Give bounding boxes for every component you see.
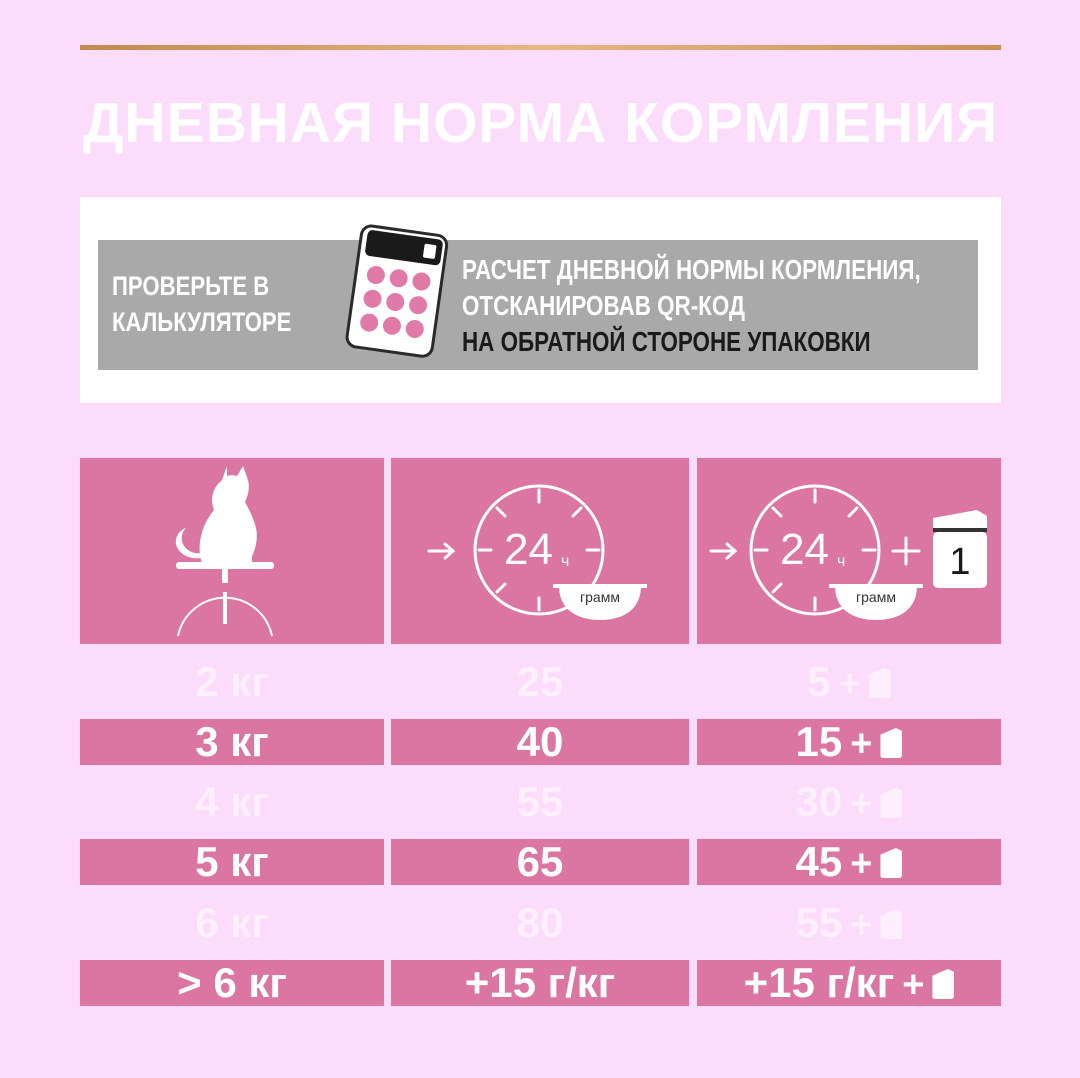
cat-on-scale-icon	[80, 458, 384, 644]
mixed-cell: 45 +	[697, 832, 1001, 892]
pouch-icon	[869, 668, 891, 698]
pouch-icon	[880, 728, 902, 758]
weight-cell: 6 кг	[195, 899, 269, 946]
pouch-icon	[880, 909, 902, 939]
calculator-info-text: РАСЧЕТ ДНЕВНОЙ НОРМЫ КОРМЛЕНИЯ, ОТСКАНИРОВАВ QR-КОД НА ОБРАТНОЙ СТОРОНЕ УПАКОВКИ	[462, 254, 921, 357]
page-title: ДНЕВНАЯ НОРМА КОРМЛЕНИЯ	[82, 91, 999, 155]
header-dry-food-column	[391, 458, 689, 644]
dry-food-cell: 65	[516, 838, 564, 885]
pouch-count: 1	[949, 541, 971, 583]
weight-cell: 4 кг	[195, 778, 269, 825]
clock-hours-value: 24	[780, 525, 829, 574]
clock-hours-value: 24	[504, 525, 553, 574]
pouch-icon	[880, 848, 902, 878]
header-weight-column	[80, 458, 384, 644]
dry-food-cell: 55	[516, 778, 564, 825]
check-calculator-text: ПРОВЕРЬТЕ В КАЛЬКУЛЯТОРЕ	[112, 271, 292, 337]
dry-food-cell: 25	[516, 658, 564, 705]
dry-food-cell: 80	[516, 899, 564, 946]
header-mixed-feeding-column	[697, 458, 1001, 644]
weight-cell: 3 кг	[195, 718, 269, 765]
bowl-grams-label: грамм	[580, 589, 620, 605]
clock-hours-unit: ч	[837, 553, 846, 570]
calculator-icon	[340, 218, 452, 363]
clock-bowl-pouch-icon	[697, 458, 1001, 644]
weight-cell: > 6 кг	[177, 959, 287, 1006]
gold-divider	[80, 45, 1001, 50]
pouch-icon	[932, 969, 954, 999]
dry-food-cell: 40	[516, 718, 564, 765]
mixed-cell: 15 +	[697, 712, 1001, 772]
dry-food-cell: +15 г/кг	[464, 959, 616, 1006]
pouch-icon	[880, 788, 902, 818]
bowl-grams-label: грамм	[856, 589, 896, 605]
weight-cell: 2 кг	[195, 658, 269, 705]
clock-bowl-icon	[391, 458, 689, 644]
mixed-cell: 30 +	[697, 772, 1001, 832]
clock-hours-unit: ч	[561, 553, 570, 570]
mixed-cell: 5 +	[697, 652, 1001, 712]
mixed-cell: 55 +	[697, 893, 1001, 953]
weight-cell: 5 кг	[195, 838, 269, 885]
mixed-cell: +15 г/кг +	[697, 953, 1001, 1013]
